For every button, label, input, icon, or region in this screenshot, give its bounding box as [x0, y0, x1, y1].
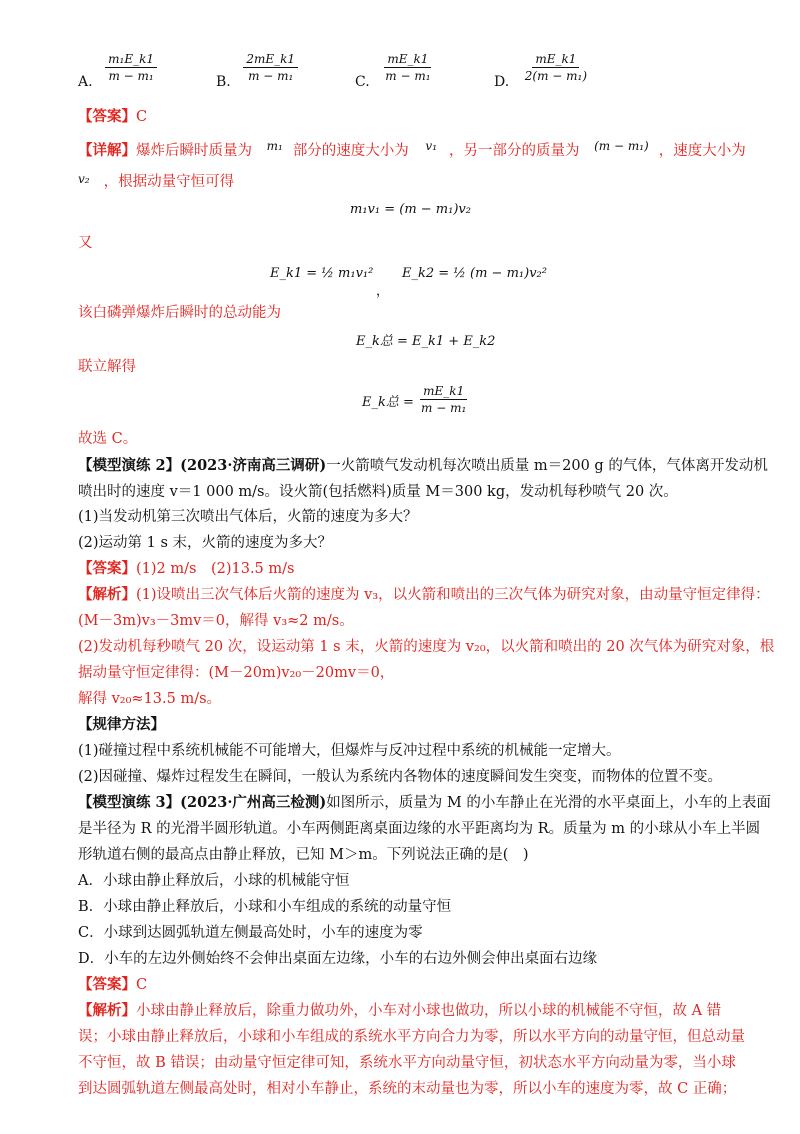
- q2-answer: [78, 558, 728, 580]
- fraction-denominator: 2(m − m₁): [524, 69, 588, 83]
- option-letter: B.: [216, 73, 231, 90]
- option-b: [216, 52, 298, 90]
- equation-result: [362, 384, 469, 415]
- q2-sub-2: (2)运动第 1 s 末，火箭的速度为多大？: [78, 535, 333, 551]
- q1-detail-line-1: [78, 139, 746, 162]
- option-letter: A.: [78, 73, 93, 90]
- q3-analysis-line-2: 误；小球由静止释放后，小球和小车组成的系统水平方向合力为零，所以水平方向的动量守恒，但总动量: [78, 1029, 745, 1045]
- fraction-numerator: 2mE_k1: [243, 52, 298, 68]
- equation-lhs: E_k总 =: [362, 395, 414, 410]
- symbol-m1: m₁: [266, 139, 283, 153]
- symbol-v1: v₁: [425, 139, 438, 153]
- fraction-numerator: mE_k1: [532, 52, 579, 68]
- detail-text: 爆炸后瞬时质量为: [136, 143, 252, 159]
- answer-tag: 【答案】: [78, 560, 136, 577]
- q1-detail-line-2: [78, 171, 728, 193]
- fraction-denominator: m − m₁: [248, 69, 294, 83]
- equation-comma: ，: [376, 284, 390, 299]
- q1-joint-text: 联立解得: [78, 359, 136, 375]
- analysis-tag: 【解析】: [78, 586, 136, 603]
- q3-option-c: C．小球到达圆弧轨道左侧最高处时，小车的速度为零: [78, 925, 423, 941]
- q3-stem-line-1: [78, 792, 771, 814]
- fraction-numerator: mE_k1: [384, 52, 431, 68]
- analysis-text: 小球由静止释放后，除重力做功外，小车对小球也做功，所以小球的机械能不守恒，故 A 错: [136, 1003, 722, 1019]
- equation-momentum: m₁v₁ = (m − m₁)v₂: [350, 202, 471, 217]
- detail-tag: 【详解】: [78, 142, 136, 159]
- option-c: [355, 52, 434, 90]
- q2-analysis-line-3: (2)发动机每秒喷气 20 次，设运动第 1 s 末，火箭的速度为 v₂₀，以火箭和喷出的 20 次气体为研究对象，根: [78, 639, 775, 655]
- q3-tag: 【模型演练 3】: [78, 794, 181, 811]
- equation-total: E_k总 = E_k1 + E_k2: [356, 334, 496, 349]
- detail-text: ，速度大小为: [658, 143, 746, 159]
- option-letter: D.: [494, 73, 510, 90]
- q3-source: (2023·广州高三检测): [180, 794, 327, 811]
- answer-value: C: [136, 109, 148, 125]
- detail-text: 部分的速度大小为: [292, 143, 409, 159]
- q2-source: (2023·济南高三调研): [180, 457, 327, 474]
- symbol-m-minus-m1: (m − m₁): [594, 139, 649, 153]
- answer-tag: 【答案】: [78, 976, 136, 993]
- q3-option-a: A．小球由静止释放后，小球的机械能守恒: [78, 873, 350, 889]
- equation-ek1: E_k1 = ½ m₁v₁²: [270, 266, 374, 281]
- rules-item-2: (2)因碰撞、爆炸过程发生在瞬间，一般认为系统内各物体的速度瞬间发生突变，而物体的位置不变。: [78, 769, 723, 785]
- option-letter: C.: [355, 73, 370, 90]
- q3-stem: 如图所示，质量为 M 的小车静止在光滑的水平桌面上，小车的上表面: [326, 795, 771, 811]
- option-fraction: [382, 52, 433, 83]
- option-d: [494, 52, 590, 90]
- q1-you: 又: [78, 235, 93, 251]
- rules-tag: 【规律方法】: [78, 716, 165, 733]
- q2-analysis-line-2: (M－3m)v₃－3mv＝0，解得 v₃≈2 m/s。: [78, 613, 354, 629]
- q3-option-d: D．小车的左边外侧始终不会伸出桌面左边缘，小车的右边外侧会伸出桌面右边缘: [78, 951, 598, 967]
- option-fraction: [243, 52, 298, 83]
- q2-stem-line-2: 喷出时的速度 v＝1 000 m/s。设火箭(包括燃料)质量 M＝300 kg，发动机每秒喷气 20 次。: [78, 484, 678, 500]
- answer-value: (1)2 m/s (2)13.5 m/s: [136, 561, 295, 577]
- q1-total-text: 该白磷弹爆炸后瞬时的总动能为: [78, 305, 281, 321]
- q2-analysis-line-4: 据动量守恒定律得：(M－20m)v₂₀－20mv＝0，: [78, 665, 395, 681]
- option-fraction: [105, 52, 157, 83]
- detail-text: ，根据动量守恒可得: [103, 174, 235, 190]
- q3-answer: [78, 974, 728, 996]
- option-fraction: [522, 52, 590, 83]
- fraction-numerator: m₁E_k1: [105, 52, 157, 68]
- q3-option-b: B．小球由静止释放后，小球和小车组成的系统的动量守恒: [78, 899, 452, 915]
- q2-analysis-line-5: 解得 v₂₀≈13.5 m/s。: [78, 691, 222, 707]
- q2-stem: 一火箭喷气发动机每次喷出质量 m＝200 g 的气体，气体离开发动机: [326, 458, 768, 474]
- q3-analysis-line-3: 不守恒，故 B 错误；由动量守恒定律可知，系统水平方向动量守恒，初状态水平方向动量为零，当小球: [78, 1055, 736, 1071]
- q3-stem-line-2: 是半径为 R 的光滑半圆形轨道。小车两侧距离桌面边缘的水平距离均为 R。质量为 m 的小球从小车上半圆: [78, 821, 761, 837]
- fraction-denominator: m − m₁: [108, 69, 154, 83]
- detail-text: ，另一部分的质量为: [449, 143, 580, 159]
- fraction-denominator: m − m₁: [385, 69, 431, 83]
- answer-value: C: [136, 977, 148, 993]
- symbol-v2: v₂: [78, 172, 90, 186]
- q1-answer: [78, 106, 728, 128]
- equation-fraction: [418, 384, 469, 415]
- q3-analysis-line-1: [78, 1000, 728, 1022]
- fraction-numerator: mE_k1: [420, 384, 467, 400]
- q1-choose: 故选 C。: [78, 431, 138, 447]
- q3-analysis-line-4: 到达圆弧轨道左侧最高处时，相对小车静止，系统的末动量也为零，所以小车的速度为零，故 C 正确；: [78, 1081, 737, 1097]
- answer-tag: 【答案】: [78, 108, 136, 125]
- q3-stem-line-3: 形轨道右侧的最高点由静止释放，已知 M＞m。下列说法正确的是( ): [78, 847, 529, 863]
- rules-item-1: (1)碰撞过程中系统机械能不可能增大，但爆炸与反冲过程中系统的机械能一定增大。: [78, 743, 621, 759]
- q2-tag: 【模型演练 2】: [78, 457, 181, 474]
- q2-sub-1: (1)当发动机第三次喷出气体后，火箭的速度为多大？: [78, 509, 418, 525]
- q2-stem-line-1: [78, 455, 768, 477]
- equation-ek2: E_k2 = ½ (m − m₁)v₂²: [402, 266, 547, 281]
- analysis-tag: 【解析】: [78, 1002, 136, 1019]
- analysis-text: (1)设喷出三次气体后火箭的速度为 v₃，以火箭和喷出的三次气体为研究对象，由动量守恒定律得：: [136, 587, 770, 603]
- option-a: [78, 52, 157, 90]
- fraction-denominator: m − m₁: [421, 401, 467, 415]
- q2-analysis-line-1: [78, 584, 770, 606]
